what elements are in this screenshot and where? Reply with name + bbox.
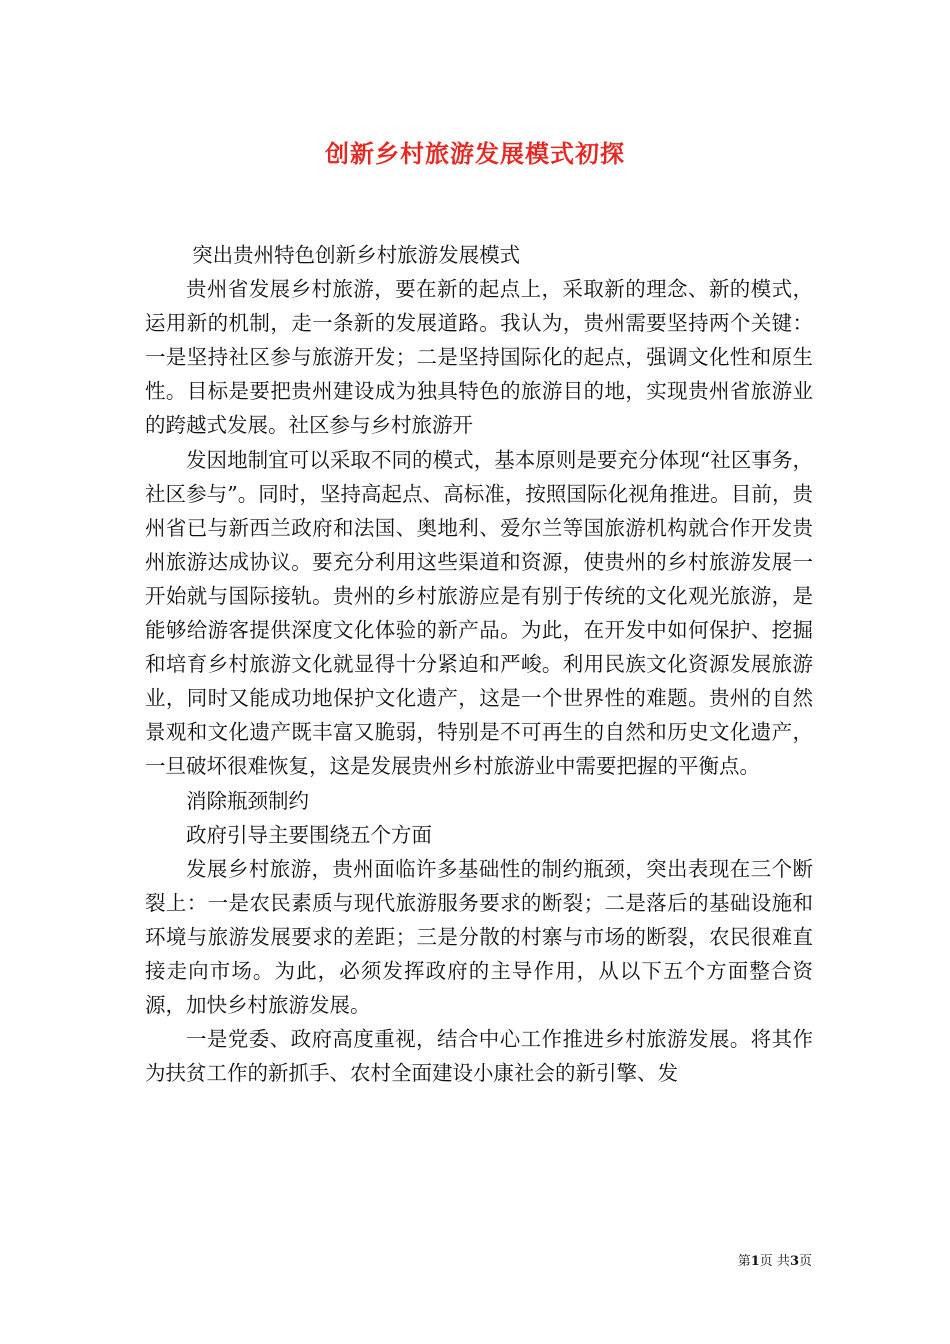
section-heading: 突出贵州特色创新乡村旅游发展模式 [192,243,521,267]
current-page-number: 1 [750,1254,760,1269]
paragraph: 一是党委、政府高度重视，结合中心工作推进乡村旅游发展。将其作为扶贫工作的新抓手、农村全面建设小康社会的新引擎、发 [145,1027,813,1086]
section-heading: 政府引导主要围绕五个方面 [186,822,432,847]
section-heading: 消除瓶颈制约 [186,788,309,813]
paragraph: 发因地制宜可以采取不同的模式，基本原则是要充分体现“社区事务，社区参与”。同时，坚持高起点、高标准，按照国际化视角推进。目前，贵州省已与新西兰政府和法国、奥地利、爱尔兰等国旅游机构就合作开发贵州旅游达成协议。要充分利用这些渠道和资源，使贵州的乡村旅游发展一开始就与国际接轨。贵州的乡村旅游应是有别于传统的文化观光旅游，是能够给游客提供深度文化体验的新产品。为此，在开发中如何保护、挖掘和培育乡村旅游文化就显得十分紧迫和严峻。利用民族文化资源发展旅游业，同时又能成功地保护文化遗产，这是一个世界性的难题。贵州的自然景观和文化遗产既丰富又脆弱，特别是不可再生的自然和历史文化遗产，一旦破坏很难恢复，这是发展贵州乡村旅游业中需要把握的平衡点。 [145,447,813,779]
paragraph: 发展乡村旅游，贵州面临许多基础性的制约瓶颈，突出表现在三个断裂上：一是农民素质与现代旅游服务要求的断裂；二是落后的基础设施和环境与旅游发展要求的差距；三是分散的村寨与市场的断裂，农民很难直接走向市场。为此，必须发挥政府的主导作用，从以下五个方面整合资源，加快乡村旅游发展。 [145,856,813,1018]
document-body [145,238,813,1090]
footer-middle: 页 共 [759,1254,790,1269]
footer-prefix: 第 [737,1254,751,1269]
total-pages-number: 3 [789,1254,799,1269]
footer-suffix: 页 [798,1254,812,1269]
paragraph: 贵州省发展乡村旅游，要在新的起点上，采取新的理念、新的模式，运用新的机制，走一条新的发展道路。我认为，贵州需要坚持两个关键：一是坚持社区参与旅游开发；二是坚持国际化的起点，强调文化性和原生性。目标是要把贵州建设成为独具特色的旅游目的地，实现贵州省旅游业的跨越式发展。社区参与乡村旅游开 [145,277,813,438]
document-title: 创新乡村旅游发展模式初探 [325,139,625,168]
page-number-footer [738,1250,812,1269]
